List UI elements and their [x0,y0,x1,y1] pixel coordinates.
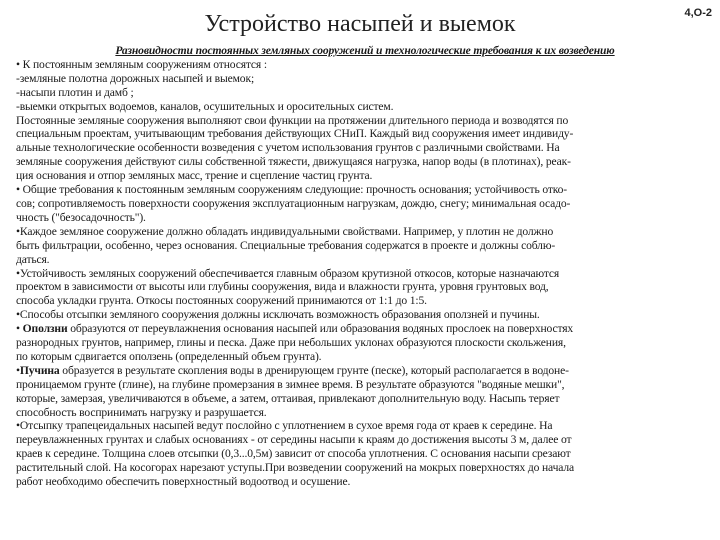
text-line: • Общие требования к постоянным земляным сооружениям следующие: прочность основания; устойчивость отко- [16,183,567,197]
text-line: •Каждое земляное сооружение должно обладать индивидуальными свойствами. Например, у плотин не должно [16,224,554,238]
text-segment: образуется в результате скопления воды в дренирующем грунте (песке), который располагается в водоне- [59,363,569,377]
bold-term: Оползни [22,322,68,336]
text-segment: образуются от переувлажнения основания насыпей или образования водяных прослоек на поверхностях [67,322,574,336]
text-line: краев к середине. Толщина слоев отсыпки (0,3...0,5м) зависит от способа уплотнения. С основания насыпи срезают [16,447,571,461]
section-subtitle: Разновидности постоянных земляных сооружений и технологические требования к их возведению [115,44,615,57]
text-segment: • [16,322,23,336]
text-line: специальным проектам, учитывающим требования действующих СНиП. Каждый вид сооружения имеет индивиду- [16,127,574,141]
text-line: работ необходимо обеспечить поверхностный водоотвод и осушение. [16,475,351,489]
paragraph-lines [16,58,714,489]
text-line: которые, замерзая, увеличиваются в объеме, а затем, оттаивая, привлекают дополнительную воду. Насыпь теряет [16,391,560,405]
text-line: • К постоянным земляным сооружениям относятся : [16,57,267,71]
text-line: ция основания и отпор земляных масс, трение и сцепление частиц грунта. [16,169,373,183]
text-line: даться. [16,252,50,266]
text-line: -насыпи плотин и дамб ; [16,85,134,99]
content-body [16,44,714,489]
text-line: растительный слой. На косогорах нарезают уступы.При возведении сооружений на мокрых поверхностях до начала [16,461,574,475]
text-segment: • [16,363,20,377]
text-line: чность ("безосадочность"). [16,210,146,224]
text-line: альные технологические особенности возведения с учетом использования грунтов с различными свойствами. На [16,141,560,155]
page-title: Устройство насыпей и выемок [204,11,516,37]
text-line: -выемки открытых водоемов, каналов, осушительных и оросительных систем. [16,99,394,113]
text-line: способность воспринимать нагрузку и разрушается. [16,405,267,419]
text-line: •Способы отсыпки земляного сооружения должны исключать возможность образования оползней и пучины. [16,308,540,322]
text-line: проницаемом грунте (глине), на глубине промерзания в зимнее время. В результате образуются "водяные мешки", [16,377,565,391]
text-line: -земляные полотна дорожных насыпей и выемок; [16,71,255,85]
text-line: быть фильтрации, особенно, через основания. Специальные требования содержатся в проекте и должны соблю- [16,238,556,252]
text-line: •Отсыпку трапецеидальных насыпей ведут послойно с уплотнением в сухое время года от краев к середине. На [16,419,553,433]
text-line: способа укладки грунта. Откосы постоянных сооружений принимаются от 1:1 до 1:5. [16,294,427,308]
text-line: Постоянные земляные сооружения выполняют свои функции на протяжении длительного периода и возводятся по [16,113,569,127]
text-line: проектом в зависимости от высоты или глубины сооружения, вида и влажности грунта, уровня грунтовых вод, [16,280,549,294]
text-line: разнородных грунтов, например, глины и песка. Даже при небольших уклонах образуются плоскости скольжения, [16,336,566,350]
bold-term: Пучина [19,363,60,377]
text-line: по которым сдвигается оползень (определенный объем грунта). [16,349,322,363]
text-line: сов; сопротивляемость поверхности сооружения эксплуатационным нагрузкам, дождю, снегу; минимальная осадо- [16,196,571,210]
text-line: •Устойчивость земляных сооружений обеспечивается главным образом крутизной откосов, которые назначаются [16,266,560,280]
slide-number: 4,О-2 [684,7,712,19]
text-line: земляные сооружения действуют силы собственной тяжести, движущаяся нагрузка, напор воды (в плотинах), реак- [16,155,571,169]
text-line: переувлажненных грунтах и слабых основаниях - от середины насыпи к краям до достижения высоты 3 м, далее от [16,433,572,447]
text-line [16,364,714,378]
text-line [16,322,714,336]
